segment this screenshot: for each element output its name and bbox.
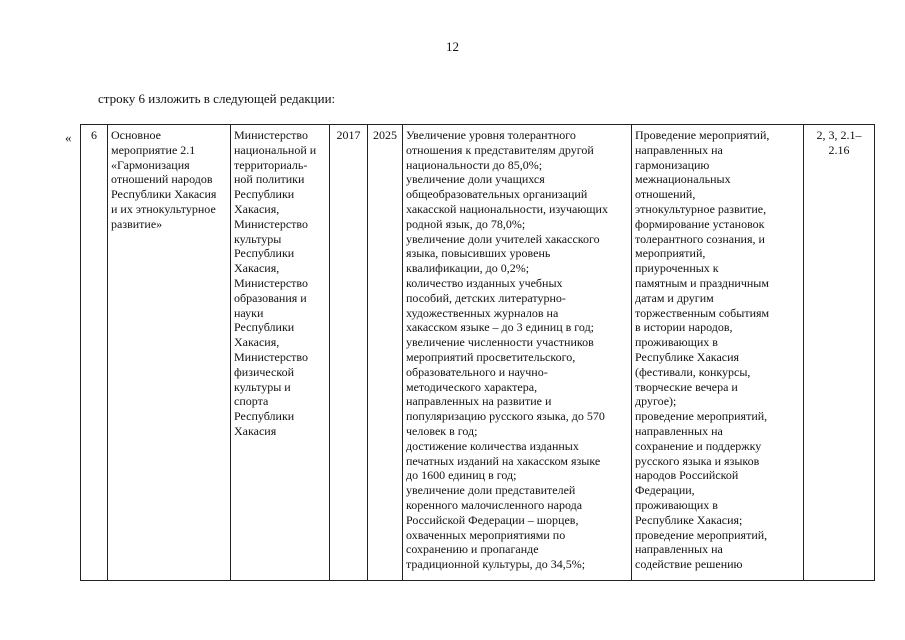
page-number: 12 bbox=[446, 39, 459, 54]
executors-text: Министерство национальной и территориаль- ной политики Республики Хакасия, Министерство культуры Республики Хакасия, Министерство образования и науки Республики Хакасия, Министерство физической культуры и спорта Республики Хакасия bbox=[234, 128, 317, 438]
links-text: 2, 3, 2.1– 2.16 bbox=[816, 128, 862, 157]
open-quote-mark: « bbox=[65, 130, 72, 145]
results-cell bbox=[403, 125, 632, 581]
year-end-cell bbox=[368, 125, 403, 581]
row-number: 6 bbox=[91, 128, 97, 142]
row-number-cell bbox=[81, 125, 108, 581]
event-name-cell bbox=[108, 125, 231, 581]
directions-text: Проведение мероприятий, направленных на гармонизацию межнациональных отношений, этнокультурное развитие, формирование установок толерантного сознания, и мероприятий, приуроченных к памятным и праздничным датам и другим торжественным событиям в истории народов, проживающих в Республике Хакасия (фестивали, конкурсы, творческие вечера и другое); проведение мероприятий, направленных на сохранение и поддержку русского языка и языков народов Российской Федерации, проживающих в Республике Хакасия; проведение мероприятий, направленных на содействие решению bbox=[635, 128, 770, 572]
year-start: 2017 bbox=[336, 128, 361, 142]
year-start-cell bbox=[330, 125, 368, 581]
directions-cell bbox=[632, 125, 804, 581]
intro-text: строку 6 изложить в следующей редакции: bbox=[98, 91, 336, 106]
links-cell bbox=[804, 125, 875, 581]
year-end: 2025 bbox=[373, 128, 397, 142]
results-text: Увеличение уровня толерантного отношения к представителям другой национальности до 85,0%; увеличение доли учащихся общеобразовательных организаций хакасской национальности, изучающих родной язык, до 78,0%; увеличение доли учителей хакасского языка, повысивших уровень квалификации, до 0,2%; количество изданных учебных пособий, детских литературно- художественных журналов на хакасском языке – до 3 единиц в год; увеличение численности участников мероприятий просветительского, образовательного и научно- методического характера, направленных на развитие и популяризацию русского языка, до 570 человек в год; достижение количества изданных печатных изданий на хакасском языке до 1600 единиц в год; увеличение доли представителей коренного малочисленного народа Российской Федерации – шорцев, охваченных мероприятиями по сохранению и пропаганде традиционной культуры, до 34,5%; bbox=[406, 128, 608, 572]
event-name: Основное мероприятие 2.1 «Гармонизация отношений народов Республики Хакасия и их этнокультурное развитие» bbox=[111, 128, 217, 231]
program-table bbox=[80, 124, 875, 581]
executors-cell bbox=[231, 125, 330, 581]
table-row bbox=[81, 125, 875, 581]
